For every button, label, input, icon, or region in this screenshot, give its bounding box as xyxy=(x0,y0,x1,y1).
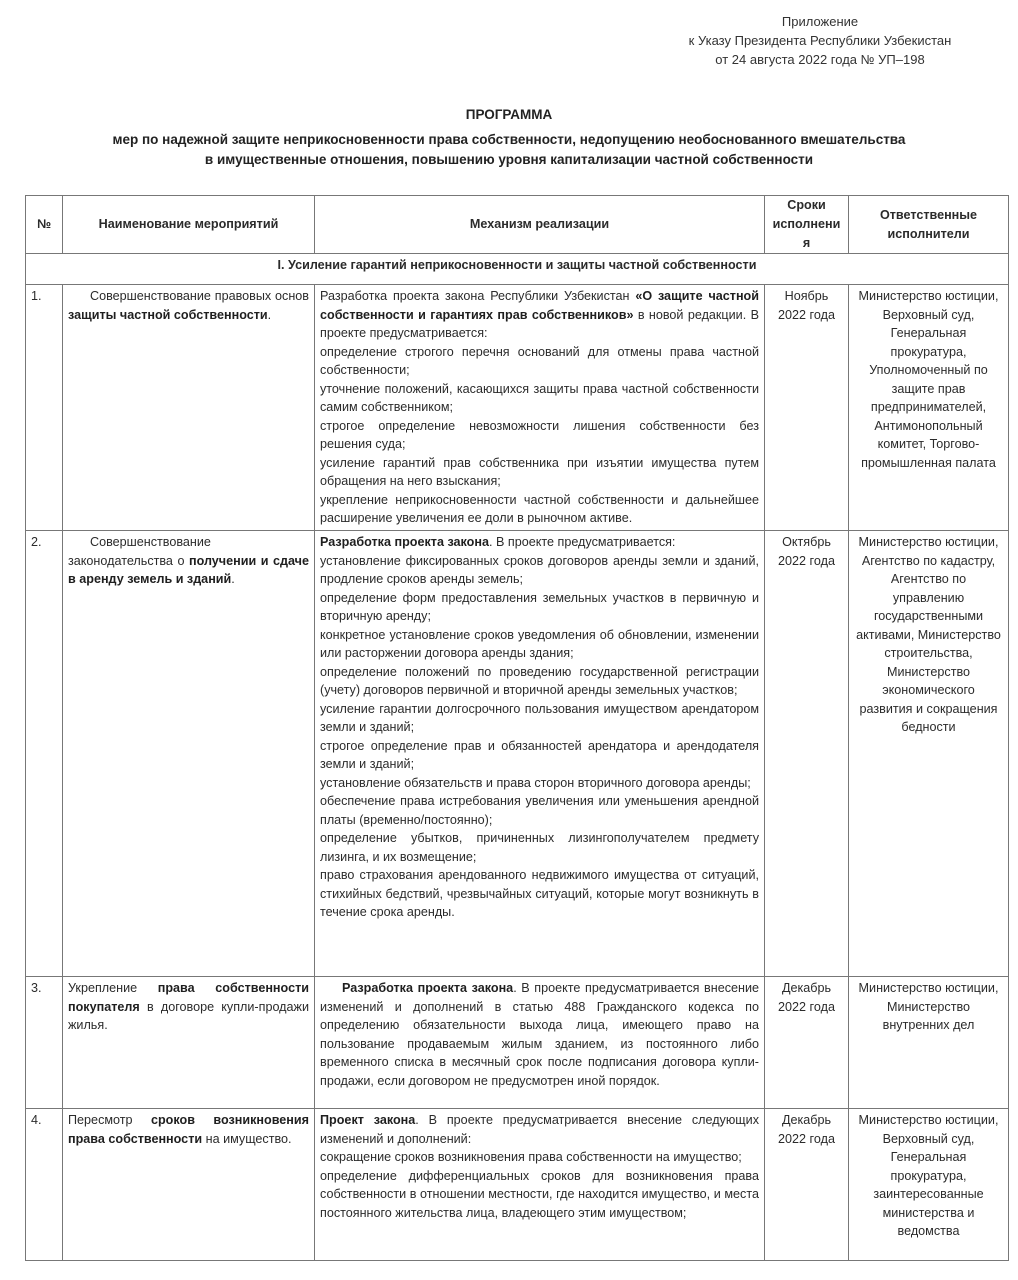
mechanism-item: сокращение сроков возникновения права собственности на имущество; xyxy=(320,1150,742,1164)
header-mechanism: Механизм реализации xyxy=(315,196,765,254)
row-num: 3. xyxy=(26,977,63,1109)
name-bold-text: защиты частной собственности xyxy=(68,307,268,322)
row-responsible: Министерство юстиции, Верховный суд, Генеральная прокуратура, Уполномоченный по защите прав предпринимателей, Антимонопольный комитет, Торгово-промышленная палата xyxy=(849,285,1009,531)
row-name xyxy=(63,1109,315,1261)
row-num: 2. xyxy=(26,531,63,977)
intro-text: Разработка проекта закона Республики Узбекистан xyxy=(320,289,636,303)
name-text: Совершенствование законодательства о xyxy=(68,535,211,568)
name-text-post: . xyxy=(267,307,272,322)
name-bold-text: получении и сдаче в аренду земель и зданий xyxy=(68,553,309,586)
header-responsible: Ответственные исполнители xyxy=(849,196,1009,254)
intro-bold-text: Проект закона xyxy=(320,1113,416,1127)
intro-bold-text: «О защите частной собственности и гарантиях прав собственников» xyxy=(320,289,759,322)
header-term: Сроки исполнени я xyxy=(765,196,849,254)
intro-text-post: . В проекте предусматривается внесение следующих изменений и дополнений: xyxy=(320,1113,759,1146)
intro-text-post: . В проекте предусматривается: xyxy=(489,535,676,549)
row-mechanism xyxy=(315,977,765,1109)
table-row xyxy=(26,531,1009,977)
name-text-post: . xyxy=(231,572,235,586)
mechanism-item: строгое определение прав и обязанностей арендатора и арендодателя земли и зданий; xyxy=(320,738,759,771)
intro-bold-text: Разработка проекта закона xyxy=(320,535,489,549)
mechanism-item: усиление гарантии долгосрочного пользования имуществом арендатором земли и зданий; xyxy=(320,701,759,734)
program-table xyxy=(25,195,1009,1261)
row-term: Декабрь 2022 года xyxy=(765,1109,849,1261)
row-num: 1. xyxy=(26,285,63,531)
document-title xyxy=(0,106,1018,170)
row-responsible: Министерство юстиции, Министерство внутренних дел xyxy=(849,977,1009,1109)
header-num: № xyxy=(26,196,63,254)
name-bold-text: сроков возникновения права собственности xyxy=(68,1113,309,1146)
program-subtitle-line-2: в имущественные отношения, повышению уровня капитализации частной собственности xyxy=(204,152,814,167)
appendix-header xyxy=(640,12,1000,69)
name-text: Укрепление xyxy=(68,981,158,995)
row-name xyxy=(63,531,315,977)
row-term: Декабрь 2022 года xyxy=(765,977,849,1109)
mechanism-item: уточнение положений, касающихся защиты права частной собственности самим собственником; xyxy=(320,381,759,414)
mechanism-item: конкретное установление сроков уведомления об обновлении, изменении или расторжении договора аренды здания; xyxy=(320,627,759,660)
row-mechanism xyxy=(315,285,765,531)
row-name xyxy=(63,285,315,531)
appendix-line-3: от 24 августа 2022 года № УП–198 xyxy=(715,52,925,67)
table-row xyxy=(26,1109,1009,1261)
intro-text-post: в новой редакции. В проекте предусматривается: xyxy=(320,307,760,340)
program-heading: ПРОГРАММА xyxy=(465,107,553,122)
mechanism-item: определение строгого перечня оснований для отмены права частной собственности; xyxy=(320,344,759,377)
appendix-line-1: Приложение xyxy=(781,14,859,29)
row-mechanism xyxy=(315,1109,765,1261)
row-name xyxy=(63,977,315,1109)
appendix-line-2: к Указу Президента Республики Узбекистан xyxy=(688,33,952,48)
mechanism-item: определение убытков, причиненных лизингополучателем предмету лизинга, и их возмещение; xyxy=(320,831,759,864)
mechanism-item: право страхования арендованного недвижимого имущества от ситуаций, стихийных бедствий, чрезвычайных ситуаций, которые могут возникнуть в течение срока аренды. xyxy=(320,868,759,919)
name-text-post: на имущество. xyxy=(202,1131,292,1146)
section-title: I. Усиление гарантий неприкосновенности и защиты частной собственности xyxy=(26,254,1009,285)
name-bold-text: права собственности покупателя xyxy=(68,981,309,1014)
intro-bold-text: Разработка проекта закона xyxy=(342,981,514,995)
mechanism-intro xyxy=(320,287,759,343)
table-row xyxy=(26,285,1009,531)
name-text-post: в договоре купли-продажи жилья. xyxy=(68,999,309,1032)
row-responsible: Министерство юстиции, Верховный суд, Генеральная прокуратура, заинтересованные министерства и ведомства xyxy=(849,1109,1009,1261)
intro-text-post: . В проекте предусматривается внесение изменений и дополнений в статью 488 Гражданского кодекса по определению обязательности выхода лица, имеющего право на пользование продаваемым жилым зданием, из постоянного либо временного списка в месячный срок после подписания договора купли-продажи, если договором не предусмотрен иной порядок. xyxy=(320,981,759,1088)
row-term: Ноябрь 2022 года xyxy=(765,285,849,531)
name-text: Пересмотр xyxy=(68,1113,151,1127)
section-row xyxy=(26,254,1009,285)
row-term: Октябрь 2022 года xyxy=(765,531,849,977)
mechanism-intro xyxy=(320,1111,759,1148)
mechanism-intro xyxy=(320,979,759,1090)
table-row xyxy=(26,977,1009,1109)
header-name: Наименование мероприятий xyxy=(63,196,315,254)
mechanism-item: определение положений по проведению государственной регистрации (учету) договоров первичной и вторичной аренды земельных участков; xyxy=(320,664,759,697)
mechanism-intro xyxy=(320,533,759,552)
row-mechanism xyxy=(315,531,765,977)
mechanism-item: определение форм предоставления земельных участков в первичную и вторичную аренду; xyxy=(320,590,759,623)
mechanism-item: установление фиксированных сроков договоров аренды земли и зданий, продление сроков аренды земель; xyxy=(320,553,759,586)
mechanism-item: определение дифференциальных сроков для возникновения права собственности в отношении местности, где находится имущество, и места постоянного жительства лица, владеющего этим имуществом; xyxy=(320,1168,759,1220)
name-text: Совершенствование правовых основ xyxy=(90,289,309,303)
table-header-row xyxy=(26,196,1009,254)
program-subtitle-line-1: мер по надежной защите неприкосновенности права собственности, недопущению необоснованного вмешательства xyxy=(112,132,906,147)
mechanism-item: строгое определение невозможности лишения собственности без решения суда; xyxy=(320,418,759,451)
mechanism-item: укрепление неприкосновенности частной собственности и дальнейшее расширение увеличения ее доли в рыночном активе. xyxy=(320,492,759,525)
mechanism-item: обеспечение права истребования увеличения или уменьшения арендной платы (временно/постоянно); xyxy=(320,794,759,827)
mechanism-item: установление обязательств и права сторон вторичного договора аренды; xyxy=(320,775,751,790)
row-responsible: Министерство юстиции, Агентство по кадастру, Агентство по управлению государственными активами, Министерство строительства, Министерство экономического развития и сокращения бедности xyxy=(849,531,1009,977)
row-num: 4. xyxy=(26,1109,63,1261)
mechanism-item: усиление гарантий прав собственника при изъятии имущества путем обращения на него взыскания; xyxy=(320,455,759,488)
